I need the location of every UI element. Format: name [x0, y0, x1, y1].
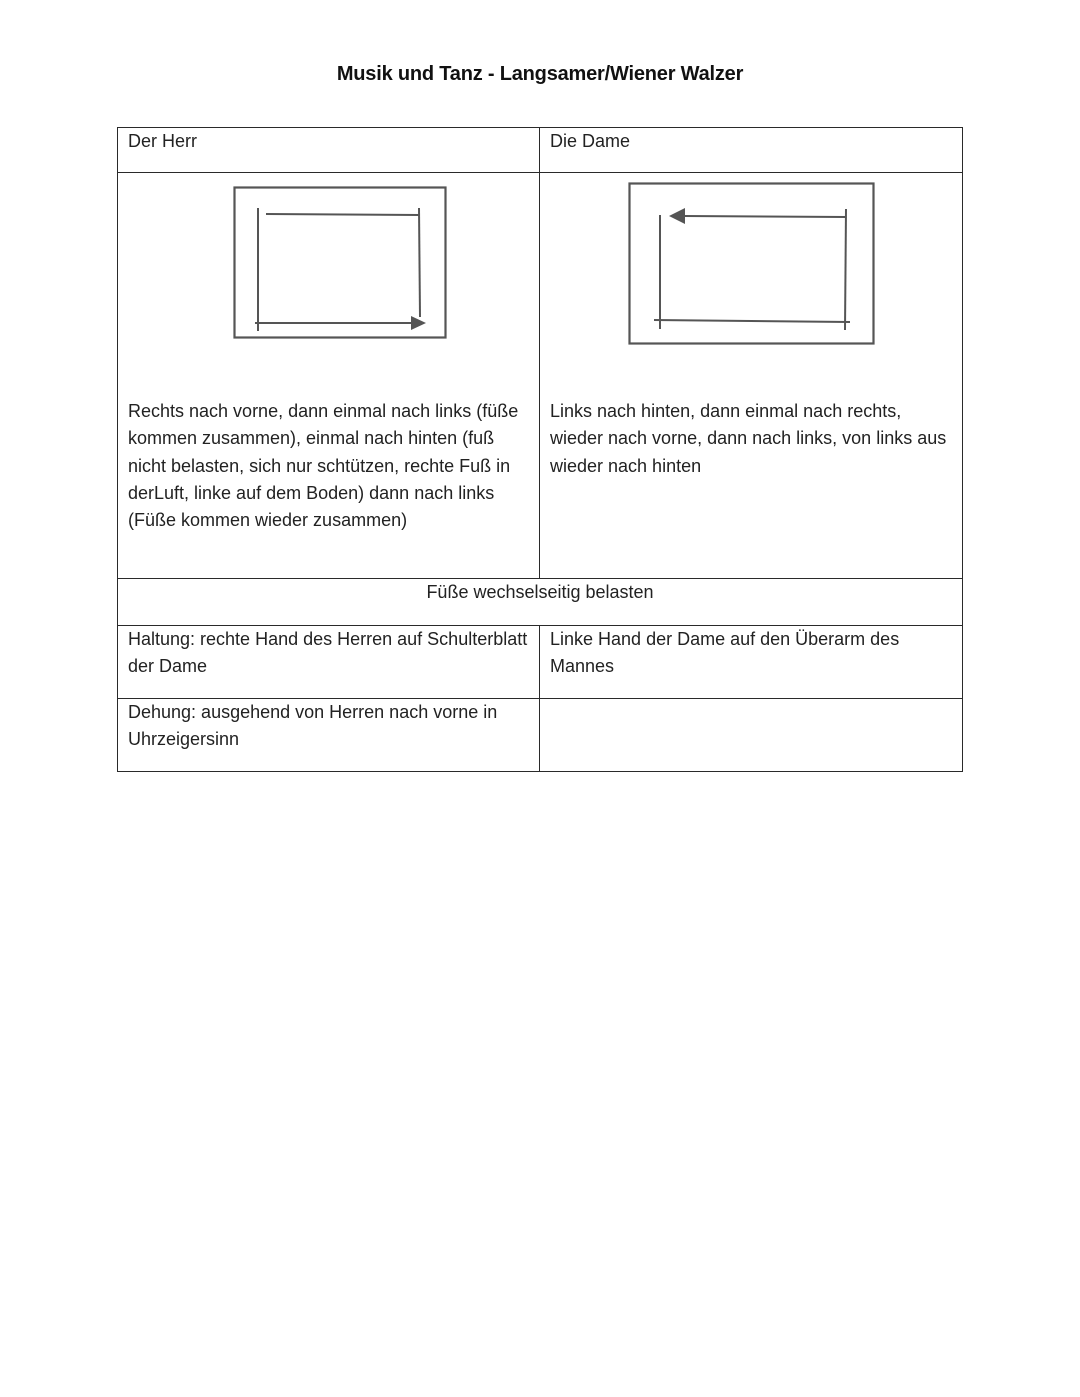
dame-step-description: Links nach hinten, dann einmal nach rechts, wieder nach vorne, dann nach links, von links aus wieder nach hinten — [550, 401, 947, 476]
dame-path-top-line — [684, 216, 846, 217]
hold-dame-text: Linke Hand der Dame auf den Überarm des Mannes — [550, 629, 900, 677]
herr-step-diagram — [233, 186, 448, 341]
herr-diagram-frame — [235, 188, 446, 338]
herr-path-right-line — [419, 208, 420, 317]
table-row-dehung — [118, 699, 963, 772]
header-herr-label: Der Herr — [128, 131, 198, 151]
dame-path-right-line — [845, 209, 846, 330]
dehung-cell-right — [540, 699, 963, 772]
dehung-cell-left — [118, 699, 540, 772]
dame-step-diagram — [628, 182, 876, 346]
diagram-area-herr — [128, 173, 529, 398]
table-row-hold — [118, 626, 963, 699]
herr-arrow-right-icon — [411, 316, 426, 330]
diagram-cell-dame — [540, 173, 963, 579]
dehung-text: Dehung: ausgehend von Herren nach vorne in Uhrzeigersinn — [128, 702, 498, 750]
hold-cell-herr — [118, 626, 540, 699]
hold-herr-text: Haltung: rechte Hand des Herren auf Schulterblatt der Dame — [128, 629, 528, 677]
header-cell-dame — [540, 128, 963, 173]
herr-path-top-line — [266, 214, 420, 215]
hold-cell-dame — [540, 626, 963, 699]
page-title: Musik und Tanz - Langsamer/Wiener Walzer — [336, 63, 744, 85]
header-dame-label: Die Dame — [550, 131, 631, 151]
feet-text: Füße wechselseitig belasten — [426, 582, 654, 602]
dame-arrow-left-icon — [669, 208, 685, 224]
table-row-diagram — [118, 173, 963, 579]
table-row-feet — [118, 579, 963, 626]
dance-steps-table — [117, 127, 963, 772]
header-cell-herr — [118, 128, 540, 173]
herr-step-description: Rechts nach vorne, dann einmal nach links (füße kommen zusammen), einmal nach hinten (fuß nicht belasten, sich nur schtützen, rechte Fuß in derLuft, linke auf dem Boden) dann nach links (Füße kommen wieder zusammen) — [128, 401, 519, 531]
table-row-header — [118, 128, 963, 173]
dame-path-bottom-line — [654, 320, 850, 322]
feet-cell — [118, 579, 963, 626]
diagram-area-dame — [550, 173, 952, 398]
diagram-cell-herr — [118, 173, 540, 579]
